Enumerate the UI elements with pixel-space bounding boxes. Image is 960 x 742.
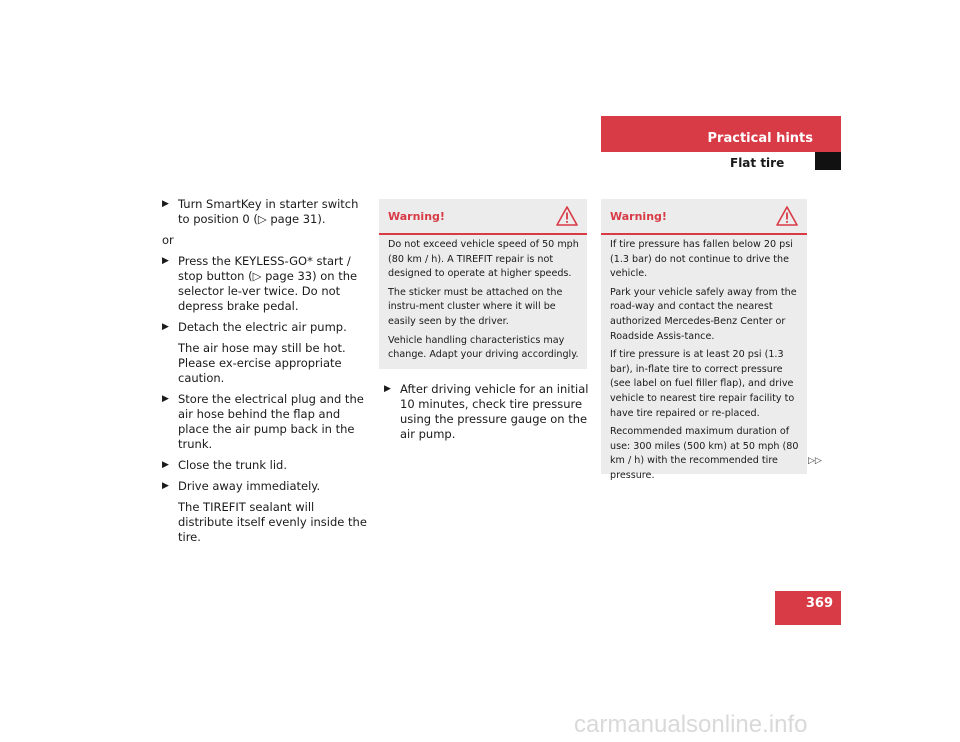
warning-box-speed <box>379 199 587 369</box>
page-number: 369 <box>805 596 833 611</box>
step-text: Turn SmartKey in starter switch to position 0 (▷ page 31). <box>178 197 359 226</box>
warning-title: Warning! <box>388 210 445 223</box>
step-text: Press the KEYLESS-GO* start / stop button (▷ page 33) on the selector le-ver twice. Do not depress brake pedal. <box>178 254 358 313</box>
step-text: Drive away immediately. <box>178 479 321 493</box>
triangle-right-icon: ▶ <box>162 394 169 404</box>
subsection-title: Flat tire <box>730 156 785 170</box>
warning-paragraph: Do not exceed vehicle speed of 50 mph (80 km / h). A TIREFIT repair is not designed to operate at higher speeds. <box>388 239 579 280</box>
instruction-step <box>162 254 372 314</box>
step-text: After driving vehicle for an initial 10 minutes, check tire pressure using the pressure gauge on the air pump. <box>400 382 589 441</box>
continued-marker: ▷▷ <box>808 456 822 466</box>
warning-header <box>601 199 807 235</box>
warning-title: Warning! <box>610 210 667 223</box>
instruction-step <box>162 458 372 473</box>
left-column <box>162 197 372 551</box>
warning-paragraph: If tire pressure is at least 20 psi (1.3 bar), in-flate tire to correct pressure (see label on fuel filler flap), and drive vehicle to nearest tire repair facility to have tire repaired or re-placed. <box>610 349 795 419</box>
warning-box-pressure <box>601 199 807 481</box>
warning-paragraph: If tire pressure has fallen below 20 psi (1.3 bar) do not continue to drive the vehicle. <box>610 239 793 280</box>
warning-triangle-icon <box>776 205 798 227</box>
triangle-right-icon: ▶ <box>162 481 169 491</box>
instruction-step <box>384 382 589 442</box>
warning-paragraph: Park your vehicle safely away from the road-way and contact the nearest authorized Mercedes-Benz Center or Roadside Assis-tance. <box>610 286 797 342</box>
warning-body <box>601 235 807 492</box>
instruction-step <box>162 320 372 335</box>
section-title: Practical hints <box>707 131 813 146</box>
triangle-right-icon: ▶ <box>162 256 169 266</box>
header-marker <box>815 152 841 170</box>
step-text: Close the trunk lid. <box>178 458 287 472</box>
instruction-step <box>162 197 372 227</box>
step-note: The TIREFIT sealant will distribute itself evenly inside the tire. <box>178 500 367 544</box>
step-text: Store the electrical plug and the air hose behind the flap and place the air pump back in the trunk. <box>178 392 364 451</box>
step-note: The air hose may still be hot. Please ex-ercise appropriate caution. <box>178 341 346 385</box>
or-text: or <box>162 233 174 247</box>
warning-paragraph: Recommended maximum duration of use: 300 miles (500 km) at 50 mph (80 km / h) with the recommended tire pressure. <box>610 426 799 481</box>
triangle-right-icon: ▶ <box>384 384 391 394</box>
warning-header <box>379 199 587 235</box>
warning-paragraph: Vehicle handling characteristics may change. Adapt your driving accordingly. <box>388 334 579 361</box>
instruction-step <box>162 392 372 452</box>
instruction-step <box>162 479 372 494</box>
triangle-right-icon: ▶ <box>162 460 169 470</box>
step-text: Detach the electric air pump. <box>178 320 347 334</box>
warning-body <box>379 235 587 371</box>
warning-triangle-icon <box>556 205 578 227</box>
triangle-right-icon: ▶ <box>162 199 169 209</box>
page-number-band <box>775 591 841 625</box>
triangle-right-icon: ▶ <box>162 322 169 332</box>
header-band <box>601 116 841 152</box>
middle-column <box>384 382 589 448</box>
warning-paragraph: The sticker must be attached on the instru-ment cluster where it will be easily seen by the driver. <box>388 286 563 327</box>
watermark: carmanualsonline.info <box>574 711 808 738</box>
